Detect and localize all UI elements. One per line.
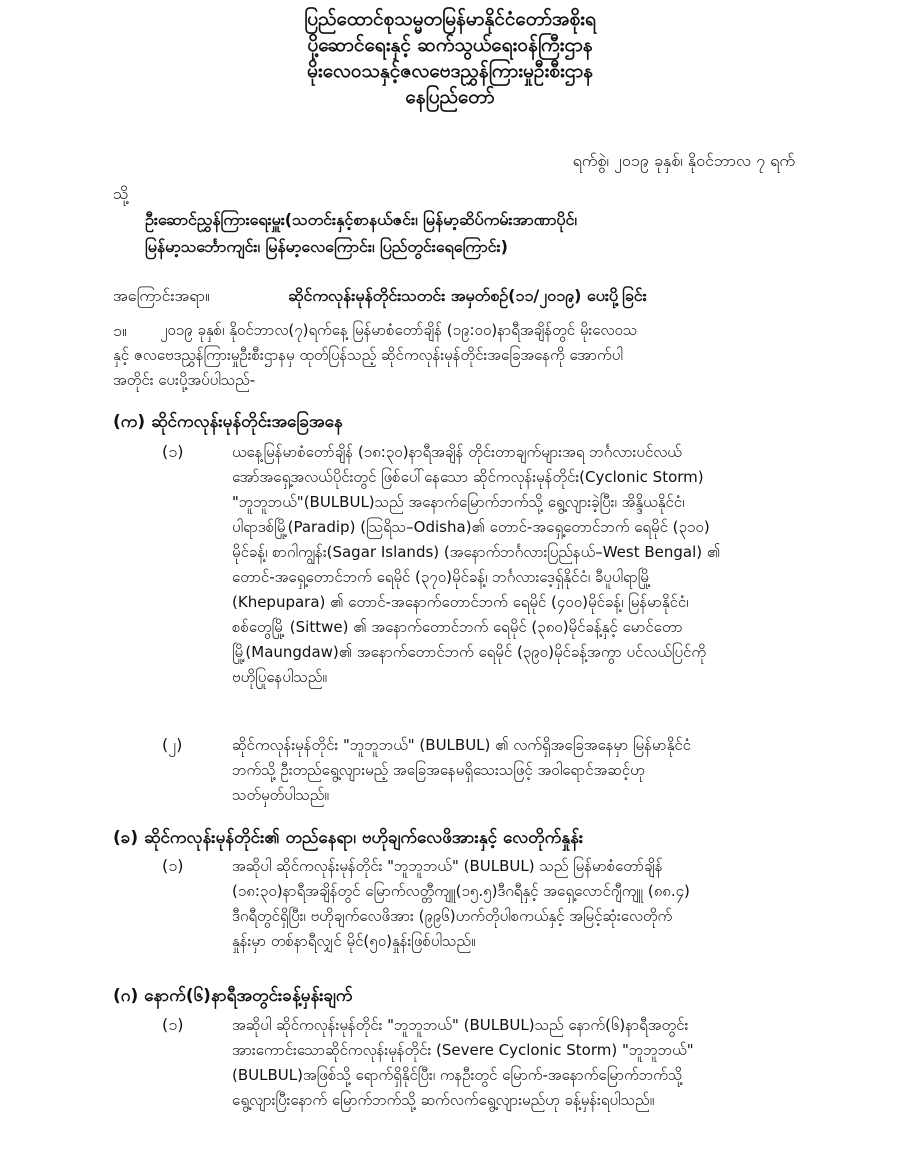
paragraph-line: ဒီဂရီတွင်ရှိပြီး၊ ဗဟိုချက်လေဖိအား (၉၉၆)ဟက်တိုပါစကယ်နှင့် အမြင့်ဆုံးလေတိုက် bbox=[232, 907, 673, 925]
section-title: (ဂ) နောက်(၆)နာရီအတွင်းခန့်မှန်းချက် bbox=[113, 986, 353, 1006]
to-label: သို့ bbox=[113, 184, 129, 203]
intro-line: ၂၀၁၉ ခုနှစ်၊ နိုဝင်ဘာလ(၇)ရက်နေ့ မြန်မာစံတော်ချိန် (၁၉:၀၀)နာရီအချိန်တွင် မိုးလေဝသ bbox=[160, 321, 638, 339]
header-department: မိုးလေဝသနှင့်ဇလဗေဒညွှန်ကြားမှုဦးစီးဌာန bbox=[307, 60, 593, 82]
paragraph-line: ရွေ့လျားပြီးနောက် မြောက်ဘက်သို့ ဆက်လက်ရွေ့လျားမည်ဟု ခန့်မှန်းရပါသည်။ bbox=[232, 1091, 655, 1109]
header-city: နေပြည်တော် bbox=[405, 86, 495, 108]
section-a-item-2 bbox=[232, 733, 792, 808]
intro-line: အတိုင်း ပေးပို့အပ်ပါသည်- bbox=[113, 371, 256, 389]
recipients-line-1: ဦးဆောင်ညွှန်ကြားရေးမှူး(သတင်းနှင့်စာနယ်ဇင်း၊ မြန်မာ့ဆိပ်ကမ်းအာဏာပိုင်၊ bbox=[145, 210, 577, 229]
section-c-item-1 bbox=[232, 1013, 792, 1113]
section-a-item-1 bbox=[232, 440, 792, 690]
paragraph-line: အဆိုပါ ဆိုင်ကလုန်းမုန်တိုင်း "ဘူဘူဘယ်" (BULBUL) သည် မြန်မာစံတော်ချိန် bbox=[232, 857, 663, 875]
subject-label: အကြောင်းအရာ။ bbox=[113, 286, 210, 305]
subject-text: ဆိုင်ကလုန်းမုန်တိုင်းသတင်း အမှတ်စဉ်(၁၁/၂၀၁၉) ပေးပို့ခြင်း bbox=[288, 286, 647, 305]
item-number: (၁) bbox=[162, 856, 184, 875]
paragraph-line: ဘက်သို့ ဦးတည်ရွေ့လျားမည့် အခြေအနေမရှိသေးသဖြင့် အဝါရောင်အဆင့်ဟု bbox=[232, 761, 645, 779]
section-b-item-1 bbox=[232, 854, 792, 954]
paragraph-line: (Khepupara) ၏ တောင်-အနောက်တောင်ဘက် ရေမိုင် (၄၀၀)မိုင်ခန့်၊ မြန်မာနိုင်ငံ၊ bbox=[232, 593, 689, 611]
header-government: ပြည်ထောင်စုသမ္မတမြန်မာနိုင်ငံတော်အစိုးရ bbox=[304, 8, 596, 30]
section-title: (ခ) ဆိုင်ကလုန်းမုန်တိုင်း၏ တည်နေရာ၊ ဗဟိုချက်လေဖိအားနှင့် လေတိုက်နှုန်း bbox=[113, 828, 584, 848]
header-ministry: ပို့ဆောင်ရေးနှင့် ဆက်သွယ်ရေးဝန်ကြီးဌာန bbox=[307, 34, 593, 56]
paragraph-line: သတ်မှတ်ပါသည်။ bbox=[232, 786, 329, 804]
item-number: (၁) bbox=[162, 1015, 184, 1034]
paragraph-line: အော်အရှေ့အလယ်ပိုင်းတွင် ဖြစ်ပေါ်နေသော ဆိုင်ကလုန်းမုန်တိုင်း(Cyclonic Storm) bbox=[232, 468, 704, 486]
paragraph-line: မြို့(Maungdaw)၏ အနောက်တောင်ဘက် ရေမိုင် (၃၉၀)မိုင်ခန့်အကွာ ပင်လယ်ပြင်ကို bbox=[232, 643, 707, 661]
paragraph-line: နှုန်းမှာ တစ်နာရီလျှင် မိုင်(၅၀)နှုန်းဖြစ်ပါသည်။ bbox=[232, 932, 476, 950]
paragraph-line: တောင်-အရှေ့တောင်ဘက် ရေမိုင် (၃၇၀)မိုင်ခန့်၊ ဘင်္ဂလားဒေ့ရှ်နိုင်ငံ၊ ခီပူပါရာမြို့ bbox=[232, 568, 652, 586]
intro-number: ၁။ bbox=[113, 321, 127, 340]
paragraph-line: (၁၈:၃၀)နာရီအချိန်တွင် မြောက်လတ္တီကျူ(၁၅.၅)ဒီဂရီနှင့် အရှေ့လောင်ဂျီကျူ (၈၈.၄) bbox=[232, 882, 690, 900]
paragraph-line: "ဘူဘူဘယ်"(BULBUL)သည် အနောက်မြောက်ဘက်သို့ ရွေ့လျားခဲ့ပြီး၊ အိန္ဒိယနိုင်ငံ၊ bbox=[232, 493, 685, 511]
paragraph-line: ဗဟိုပြုနေပါသည်။ bbox=[232, 668, 327, 686]
paragraph-line: ယနေ့မြန်မာစံတော်ချိန် (၁၈:၃၀)နာရီအချိန် တိုင်းတာချက်များအရ ဘင်္ဂလားပင်လယ် bbox=[232, 443, 682, 461]
paragraph-line: အဆိုပါ ဆိုင်ကလုန်းမုန်တိုင်း "ဘူဘူဘယ်" (BULBUL)သည် နောက်(၆)နာရီအတွင်း bbox=[232, 1016, 689, 1034]
intro-paragraph bbox=[160, 318, 790, 343]
paragraph-line: စစ်တွေမြို့ (Sittwe) ၏ အနောက်တောင်ဘက် ရေမိုင် (၃၈၀)မိုင်ခန့်နှင့် မောင်တော bbox=[232, 618, 683, 636]
paragraph-line: မိုင်ခန့်၊ စာဂါကျွန်း(Sagar Islands) (အနောက်ဘင်္ဂလားပြည်နယ်–West Bengal) ၏ bbox=[232, 543, 721, 561]
item-number: (၂) bbox=[162, 735, 183, 754]
paragraph-line: အားကောင်းသောဆိုင်ကလုန်းမုန်တိုင်း (Severe Cyclonic Storm) "ဘူဘူဘယ်" bbox=[232, 1041, 694, 1059]
document-date: ရက်စွဲ၊ ၂၀၁၉ ခုနှစ်၊ နိုဝင်ဘာလ ၇ ရက် bbox=[572, 151, 795, 170]
section-title: (က) ဆိုင်ကလုန်းမုန်တိုင်းအခြေအနေ bbox=[113, 412, 343, 432]
intro-paragraph-cont bbox=[113, 343, 790, 393]
intro-line: နှင့် ဇလဗေဒညွှန်ကြားမှုဦးစီးဌာနမှ ထုတ်ပြန်သည့် ဆိုင်ကလုန်းမုန်တိုင်းအခြေအနေကို အောက်ပါ bbox=[113, 346, 623, 364]
recipients-line-2: မြန်မာ့သင်္ဘောကျင်း၊ မြန်မာ့လေကြောင်း၊ ပြည်တွင်းရေကြောင်း) bbox=[145, 237, 508, 256]
paragraph-line: (BULBUL)အဖြစ်သို့ ရောက်ရှိနိုင်ပြီး၊ ကနဦးတွင် မြောက်-အနောက်မြောက်ဘက်သို့ bbox=[232, 1066, 683, 1084]
item-number: (၁) bbox=[162, 442, 184, 461]
paragraph-line: ပါရာဒစ်မြို့(Paradip) (သြရိသ–Odisha)၏ တောင်-အရှေ့တောင်ဘက် ရေမိုင် (၃၁၀) bbox=[232, 518, 710, 536]
paragraph-line: ဆိုင်ကလုန်းမုန်တိုင်း "ဘူဘူဘယ်" (BULBUL) ၏ လက်ရှိအခြေအနေမှာ မြန်မာနိုင်ငံ bbox=[232, 736, 691, 754]
